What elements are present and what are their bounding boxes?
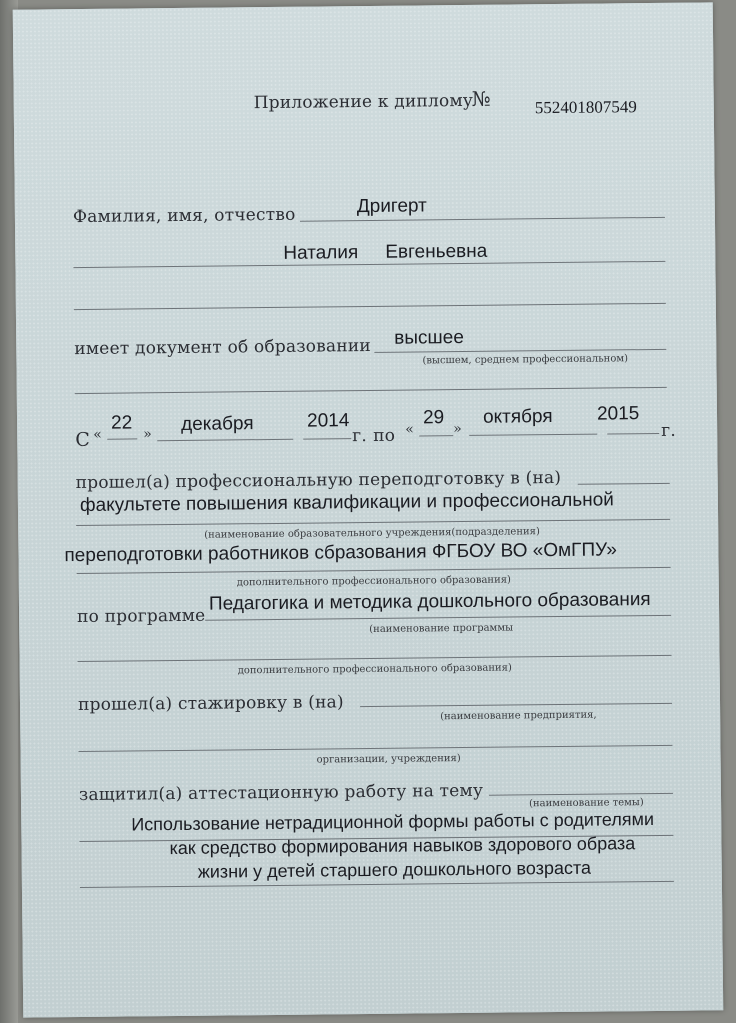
period-year-suffix-2: г. <box>661 420 677 441</box>
education-line-2 <box>75 387 667 394</box>
thesis-title-line-1: Использование нетрадиционной формы работы с родителями <box>131 809 655 835</box>
program-label: по программе <box>77 605 206 628</box>
program-value: Педагогика и методика дошкольного образования <box>208 589 651 615</box>
retraining-label: прошел(а) профессиональную переподготовку в (на) <box>75 467 562 494</box>
surname-value: Дригерт <box>356 195 427 218</box>
retraining-caption-2: дополнительного профессионального образования) <box>236 574 512 589</box>
period-from-year-line <box>303 438 351 440</box>
thesis-title-line-3: жизни у детей старшего дошкольного возраста <box>197 857 592 882</box>
period-to-month: октября <box>482 406 553 428</box>
retraining-line-1 <box>76 519 670 526</box>
name-label: Фамилия, имя, отчество <box>72 204 296 228</box>
period-close-quote-1: » <box>143 426 153 443</box>
patronymic-value: Евгеньевна <box>385 240 488 263</box>
period-open-quote-2: « <box>405 421 415 438</box>
program-line-2 <box>78 655 672 662</box>
internship-line <box>360 703 672 707</box>
internship-caption-1: (наименование предприятия, <box>440 709 597 723</box>
period-from-month-line <box>157 439 293 441</box>
program-caption-1: (наименование программы <box>369 622 514 635</box>
retraining-line-2 <box>77 567 671 574</box>
thesis-label: защитил(а) аттестационную работу на тему <box>78 780 484 806</box>
retraining-institution-line-2: переподготовки работников сбразования ФГБОУ ВО «ОмГПУ» <box>64 539 617 567</box>
diploma-appendix-sheet <box>13 2 724 1017</box>
thesis-caption: (наименование темы) <box>529 797 644 810</box>
internship-caption-2: организации, учреждения) <box>316 753 461 766</box>
period-from-year: 2014 <box>306 410 350 432</box>
period-to-day-line <box>419 435 453 436</box>
period-to-word: по <box>373 425 396 446</box>
internship-line-2 <box>79 745 673 752</box>
period-to-day: 29 <box>422 407 445 429</box>
name-line-2 <box>73 261 665 268</box>
period-to-month-line <box>469 434 597 436</box>
period-to-year: 2015 <box>596 403 640 425</box>
diploma-number: 552401807549 <box>534 97 637 118</box>
education-value: высшее <box>394 326 464 349</box>
thesis-line-2 <box>80 881 674 888</box>
period-from-prefix: С <box>75 428 91 452</box>
name-line-1 <box>300 217 665 222</box>
period-from-day-line <box>107 438 137 439</box>
program-caption-2: дополнительного профессионального образования) <box>237 662 512 677</box>
education-label: имеет документ об образовании <box>74 335 371 360</box>
period-year-suffix-1: г. <box>352 426 368 447</box>
thesis-line <box>489 793 673 796</box>
first-name-value: Наталия <box>283 242 359 264</box>
education-caption: (высшем, среднем профессиональном) <box>422 353 629 367</box>
retraining-label-line <box>578 483 670 485</box>
education-line <box>374 349 666 353</box>
thesis-title-line-2: как средство формирования навыков здорового образа <box>169 833 636 859</box>
retraining-institution-line-1: факультете повышения квалификации и профессиональной <box>79 489 614 517</box>
program-line <box>205 615 671 621</box>
period-open-quote-1: « <box>93 426 103 443</box>
internship-label: прошел(а) стажировку в (на) <box>77 692 344 716</box>
period-close-quote-2: » <box>453 421 463 438</box>
period-to-year-line <box>607 433 659 435</box>
document-title: Приложение к диплому <box>253 90 474 114</box>
retraining-caption-1: (наименование образовательного учреждения(подразделения) <box>204 526 540 541</box>
period-from-month: декабря <box>180 413 254 435</box>
period-from-day: 22 <box>110 412 133 434</box>
name-line-3 <box>74 303 666 310</box>
number-sign: № <box>471 86 491 111</box>
